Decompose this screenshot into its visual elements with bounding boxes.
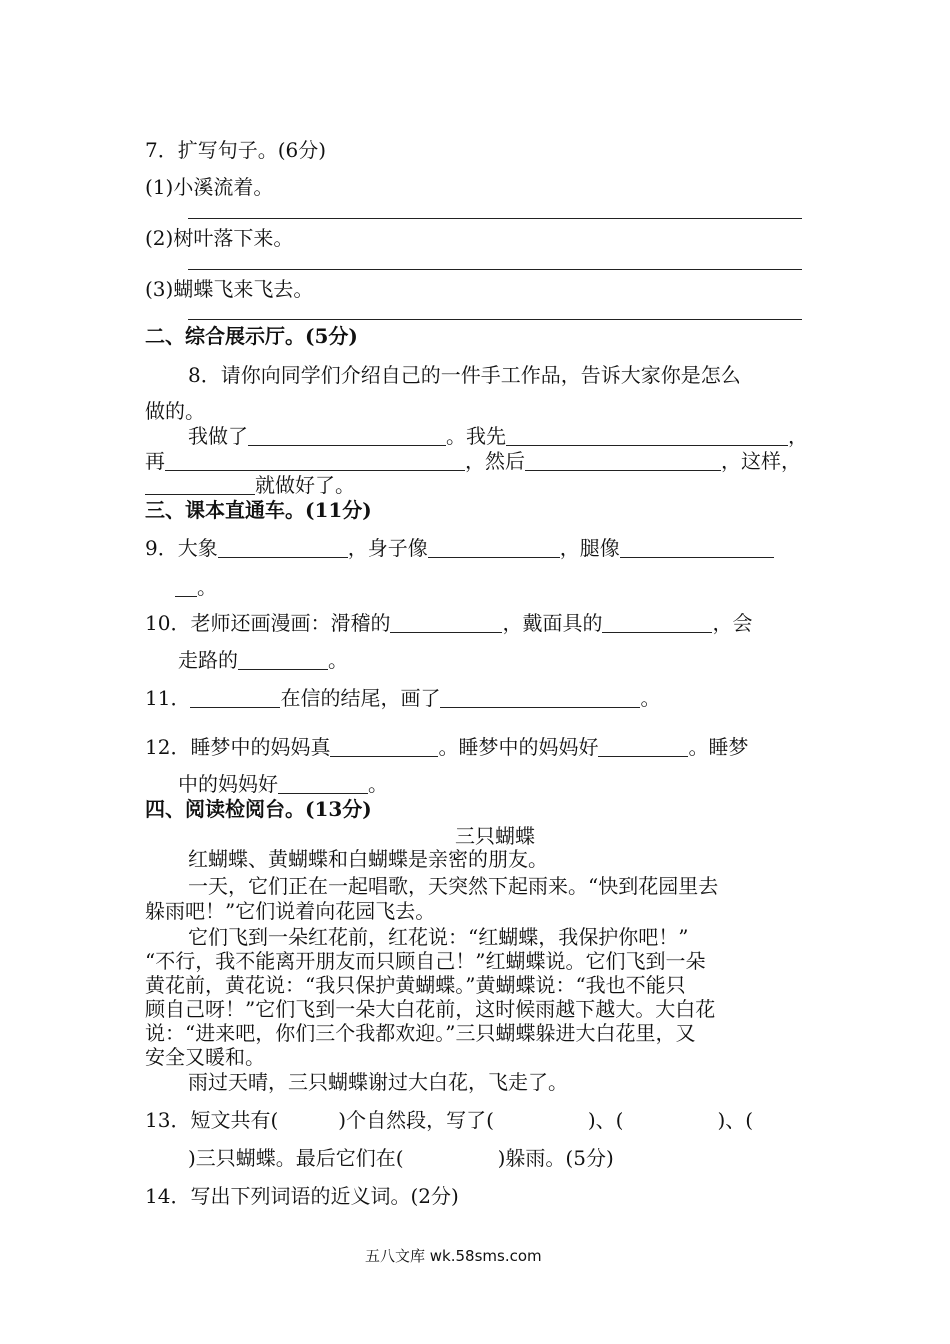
- q11-num: 11．: [145, 686, 191, 710]
- q12-num: 12．: [145, 735, 191, 759]
- q8-line-a: [188, 423, 808, 449]
- story-line-5: “不行，我不能离开朋友而只顾自己！”红蝴蝶说。它们飞到一朵: [145, 949, 706, 973]
- q13-text-b: )个自然段，写了(: [338, 1108, 494, 1132]
- story-line-10: 雨过天晴，三只蝴蝶谢过大白花，飞走了。: [188, 1070, 568, 1094]
- q8-line-c: [145, 472, 355, 498]
- q9-num: 9．: [145, 536, 178, 560]
- q8-text-first: 。我先: [446, 424, 506, 448]
- q8-text-did: 我做了: [188, 424, 248, 448]
- q11-text-a: 在信的结尾，画了: [280, 686, 441, 710]
- q13-text-e: )三只蝴蝶。最后它们在(: [188, 1146, 404, 1170]
- q8-text-thus: ，这样，: [721, 449, 801, 473]
- q8-blank-made[interactable]: [248, 425, 446, 446]
- q13-num: 13．: [145, 1108, 191, 1132]
- q8-line-b: [145, 448, 801, 474]
- q13-line1: [145, 1107, 753, 1133]
- section-4-heading: 四、阅读检阅台。(13分): [145, 797, 372, 821]
- q11-end: 。: [640, 686, 661, 710]
- q7-prompt: 7．扩写句子。(6分): [145, 138, 327, 162]
- q10-line2: [178, 647, 348, 673]
- q10-text-c: ，会: [712, 611, 753, 635]
- q12-text-a: 睡梦中的妈妈真: [190, 735, 331, 759]
- story-line-6: 黄花前，黄花说：“我只保护黄蝴蝶。”黄蝴蝶说：“我也不能只: [145, 973, 686, 997]
- q10-line1: [145, 610, 752, 636]
- q9-blank-body[interactable]: [428, 537, 560, 558]
- q11-blank-drew[interactable]: [440, 687, 640, 708]
- q13-text-a: 短文共有(: [190, 1108, 279, 1132]
- q9-line2: [175, 574, 217, 600]
- q10-blank-mask[interactable]: [602, 612, 712, 633]
- story-line-4: 它们飞到一朵红花前，红花说：“红蝴蝶，我保护你吧！”: [188, 925, 689, 949]
- q13-text-f: )躲雨。(5分): [497, 1146, 614, 1170]
- q11-blank-who[interactable]: [190, 687, 280, 708]
- q7-item-3: (3)蝴蝶飞来飞去。: [145, 277, 314, 301]
- q8-text-then: 再: [145, 449, 165, 473]
- section-3-heading: 三、课本直通车。(11分): [145, 498, 372, 522]
- q13-text-d: )、(: [717, 1108, 754, 1132]
- q12-text-b: 。睡梦中的妈妈好: [438, 735, 599, 759]
- q9-blank-legs-cont[interactable]: [175, 576, 197, 597]
- story-line-7: 顾自己呀！”它们飞到一朵大白花前，这时候雨越下越大。大白花: [145, 997, 716, 1021]
- q10-blank-funny[interactable]: [390, 612, 502, 633]
- story-line-8: 说：“进来吧，你们三个我都欢迎。”三只蝴蝶躲进大白花里，又: [145, 1021, 696, 1045]
- q12-blank-3[interactable]: [278, 773, 368, 794]
- q8-blank-then[interactable]: [165, 450, 465, 471]
- footer-watermark: 五八文库 wk.58sms.com: [365, 1247, 542, 1265]
- q12-blank-2[interactable]: [598, 736, 688, 757]
- story-title: 三只蝴蝶: [455, 824, 535, 848]
- section-2-heading: 二、综合展示厅。(5分): [145, 324, 358, 348]
- q12-line2: [178, 771, 388, 797]
- q10-text-d: 走路的: [178, 648, 238, 672]
- q9-blank-elephant[interactable]: [218, 537, 348, 558]
- q8-prompt-line2: 做的。: [145, 399, 205, 423]
- q8-blank-after[interactable]: [525, 450, 721, 471]
- q12-end: 。: [368, 772, 388, 796]
- story-line-1: 红蝴蝶、黄蝴蝶和白蝴蝶是亲密的朋友。: [188, 847, 548, 871]
- q12-text-d: 中的妈妈好: [178, 772, 278, 796]
- q13-line2: [188, 1145, 614, 1171]
- q13-text-c: )、(: [587, 1108, 624, 1132]
- q10-num: 10．: [145, 611, 191, 635]
- answer-line-2[interactable]: [188, 269, 802, 270]
- q9-end: 。: [197, 575, 217, 599]
- q10-end: 。: [328, 648, 348, 672]
- q10-text-a: 老师还画漫画：滑稽的: [190, 611, 391, 635]
- q9-line1: [145, 535, 774, 561]
- q11-line: [145, 685, 660, 711]
- q10-text-b: ，戴面具的: [502, 611, 603, 635]
- q14-text: 写出下列词语的近义词。(2分): [190, 1184, 459, 1208]
- q8-prompt-line1: 8．请你向同学们介绍自己的一件手工作品，告诉大家你是怎么: [188, 363, 741, 387]
- q8-text-comma: ，: [788, 424, 808, 448]
- q8-blank-thus[interactable]: [145, 474, 255, 495]
- q12-line1: [145, 734, 748, 760]
- q10-blank-walk[interactable]: [238, 649, 328, 670]
- q14-num: 14．: [145, 1184, 191, 1208]
- story-line-3: 躲雨吧！”它们说着向花园飞去。: [145, 899, 436, 923]
- q14-line: [145, 1183, 459, 1209]
- q12-text-c: 。睡梦: [688, 735, 749, 759]
- q9-blank-legs[interactable]: [620, 537, 774, 558]
- story-line-9: 安全又暖和。: [145, 1045, 265, 1069]
- q9-text-b: ，身子像: [347, 536, 428, 560]
- q9-text-c: ，腿像: [559, 536, 620, 560]
- q7-item-1: (1)小溪流着。: [145, 175, 274, 199]
- q12-blank-1[interactable]: [330, 736, 438, 757]
- q8-blank-first[interactable]: [506, 425, 788, 446]
- q8-text-after: ，然后: [465, 449, 525, 473]
- q8-text-done: 就做好了。: [255, 473, 355, 497]
- q9-text-a: 大象: [177, 536, 218, 560]
- story-line-2: 一天，它们正在一起唱歌，天突然下起雨来。“快到花园里去: [188, 874, 719, 898]
- answer-line-3[interactable]: [188, 319, 802, 320]
- answer-line-1[interactable]: [188, 218, 802, 219]
- q7-item-2: (2)树叶落下来。: [145, 226, 294, 250]
